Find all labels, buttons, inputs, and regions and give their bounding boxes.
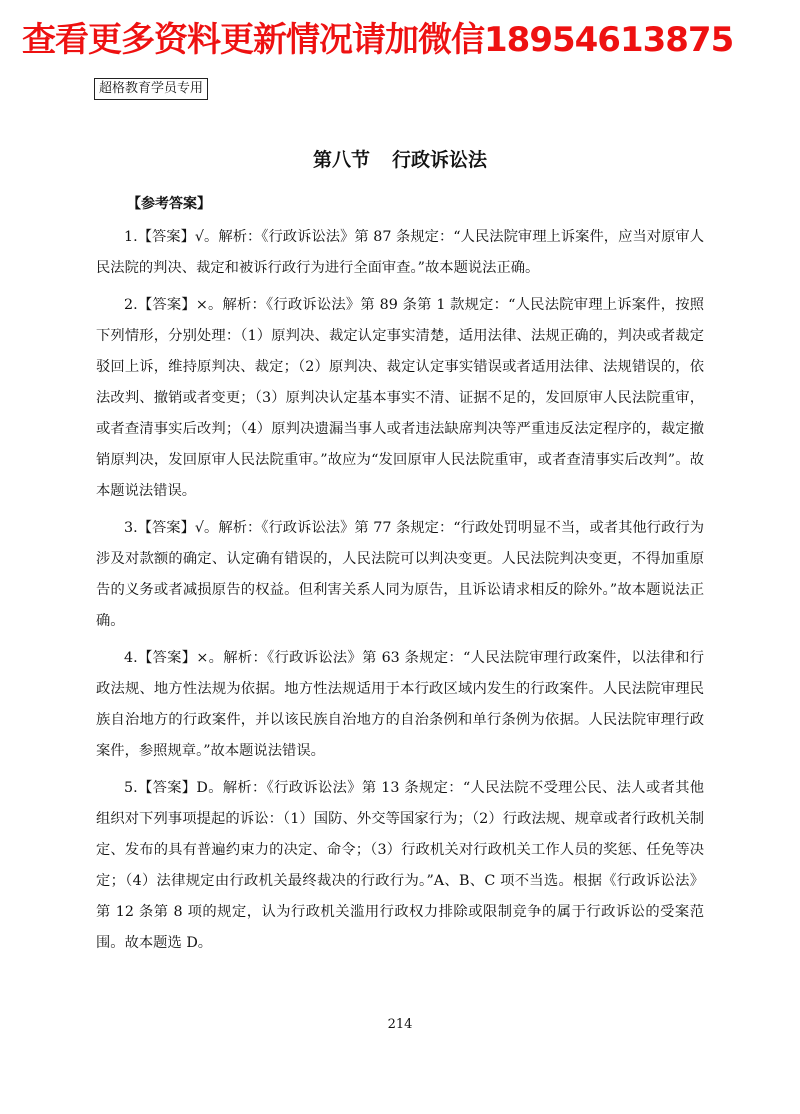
answer-item-4: 4.【答案】×。解析：《行政诉讼法》第 63 条规定：“人民法院审理行政案件，以法律和行政法规、地方性法规为依据。地方性法规适用于本行政区域内发生的行政案件。人民法院审理民族自治地方的行政案件，并以该民族自治地方的自治条例和单行条例为依据。人民法院审理行政案件，参照规章。”故本题说法错误。 bbox=[96, 650, 704, 759]
answer-list bbox=[96, 222, 704, 965]
page-title bbox=[0, 146, 800, 174]
answer-item-2: 2.【答案】×。解析：《行政诉讼法》第 89 条第 1 款规定：“人民法院审理上诉案件，按照下列情形，分别处理：（1）原判决、裁定认定事实清楚，适用法律、法规正确的，判决或者裁定驳回上诉，维持原判决、裁定；（2）原判决、裁定认定事实错误或者适用法律、法规错误的，依法改判、撤销或者变更；（3）原判决认定基本事实不清、证据不足的，发回原审人民法院重审，或者查清事实后改判；（4）原判决遗漏当事人或者违法缺席判决等严重违反法定程序的，裁定撤销原判决，发回原审人民法院重审。”故应为“发回原审人民法院重审，或者查清事实后改判”。故本题说法错误。 bbox=[96, 297, 704, 499]
section-number: 第八节 bbox=[312, 149, 370, 171]
reference-answers-heading: 【参考答案】 bbox=[127, 196, 211, 212]
page-number: 214 bbox=[387, 1017, 413, 1032]
answer-item-3: 3.【答案】√。解析：《行政诉讼法》第 77 条规定：“行政处罚明显不当，或者其他行政行为涉及对款额的确定、认定确有错误的，人民法院可以判决变更。人民法院判决变更，不得加重原告的义务或者减损原告的权益。但利害关系人同为原告，且诉讼请求相反的除外。”故本题说法正确。 bbox=[96, 520, 704, 629]
student-use-stamp: 超格教育学员专用 bbox=[94, 78, 208, 100]
watermark-banner: 查看更多资料更新情况请加微信18954613875 bbox=[22, 20, 734, 60]
answer-item-1: 1.【答案】√。解析：《行政诉讼法》第 87 条规定：“人民法院审理上诉案件，应当对原审人民法院的判决、裁定和被诉行政行为进行全面审查。”故本题说法正确。 bbox=[96, 229, 704, 276]
section-title-text: 行政诉讼法 bbox=[392, 149, 488, 171]
answer-item-5: 5.【答案】D。解析：《行政诉讼法》第 13 条规定：“人民法院不受理公民、法人或者其他组织对下列事项提起的诉讼：（1）国防、外交等国家行为；（2）行政法规、规章或者行政机关制定、发布的具有普遍约束力的决定、命令；（3）行政机关对行政机关工作人员的奖惩、任免等决定；（4）法律规定由行政机关最终裁决的行政行为。”A、B、C 项不当选。根据《行政诉讼法》第 12 条第 8 项的规定，认为行政机关滥用行政权力排除或限制竞争的属于行政诉讼的受案范围。故本题选 D。 bbox=[96, 780, 704, 951]
